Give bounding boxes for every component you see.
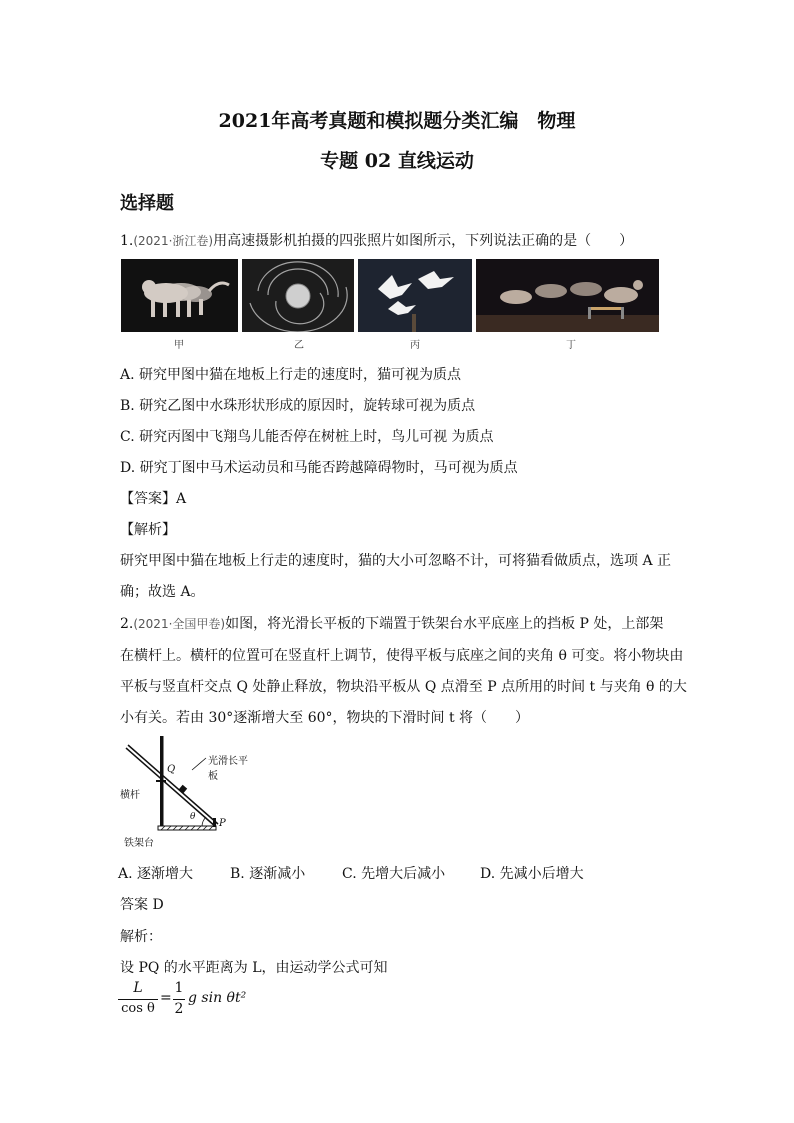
- eq-equals: =: [160, 990, 172, 1006]
- photo-spinning-ball: [242, 259, 354, 332]
- eq-rhs: g sin θt²: [188, 990, 247, 1006]
- label-crossbar: 横杆: [120, 790, 140, 801]
- q1-analysis-label: 【解析】: [120, 522, 176, 538]
- q1-source: (2021·浙江卷): [133, 234, 214, 248]
- label-point-q: Q: [167, 764, 176, 775]
- document-subtitle: 专题 02 直线运动: [320, 150, 474, 172]
- q1-stem-text: 用高速摄影机拍摄的四张照片如图所示，下列说法正确的是（ ）: [213, 233, 634, 249]
- label-theta: θ: [190, 812, 196, 822]
- q1-analysis-line2: 确；故选 A。: [120, 584, 205, 600]
- q1-stem: [120, 230, 633, 250]
- q2-stem-line2: 在横杆上。横杆的位置可在竖直杆上调节，使得平板与底座之间的夹角 θ 可变。将小物块由: [120, 648, 684, 664]
- eq-half-bar: [173, 999, 185, 1000]
- eq-fraction-bar: [118, 999, 158, 1000]
- label-iron-stand: 铁架台: [124, 838, 154, 849]
- eq-numerator: L: [133, 980, 143, 996]
- document-title: 2021年高考真题和模拟题分类汇编 物理: [218, 110, 576, 132]
- q2-stem-line1: [120, 613, 663, 633]
- photo-horse-jump: [476, 259, 659, 332]
- incline-apparatus-figure: [116, 734, 256, 852]
- photo-caption-3: 丙: [410, 340, 420, 351]
- q2-number: 2.: [120, 616, 134, 632]
- photo-caption-1: 甲: [174, 340, 184, 351]
- q1-analysis-line1: 研究甲图中猫在地板上行走的速度时，猫的大小可忽略不计，可将猫看做质点，选项 A 正: [120, 553, 672, 569]
- q2-option-b: B. 逐渐减小: [230, 866, 306, 882]
- q2-analysis-line1: 设 PQ 的水平距离为 L，由运动学公式可知: [120, 960, 388, 976]
- q2-source: (2021·全国甲卷): [133, 617, 226, 631]
- q2-option-c: C. 先增大后减小: [342, 866, 446, 882]
- q1-number: 1.: [120, 233, 134, 249]
- q1-option-d: D. 研究丁图中马术运动员和马能否跨越障碍物时，马可视为质点: [120, 460, 518, 476]
- photo-cat: [121, 259, 238, 332]
- photo-caption-2: 乙: [294, 340, 304, 351]
- q2-answer: 答案 D: [120, 897, 164, 913]
- q1-option-b: B. 研究乙图中水珠形状形成的原因时，旋转球可视为质点: [120, 398, 476, 414]
- q2-stem-line3: 平板与竖直杆交点 Q 处静止释放，物块沿平板从 Q 点滑至 P 点所用的时间 t 与夹角 θ 的大: [120, 679, 687, 695]
- photo-birds: [358, 259, 472, 332]
- q1-option-a: A. 研究甲图中猫在地板上行走的速度时，猫可视为质点: [120, 367, 462, 383]
- q1-answer: 【答案】A: [120, 491, 187, 507]
- q2-option-a: A. 逐渐增大: [118, 866, 194, 882]
- q1-option-c: C. 研究丙图中飞翔鸟儿能否停在树桩上时，鸟儿可视 为质点: [120, 429, 494, 445]
- photo-caption-4: 丁: [566, 340, 576, 351]
- eq-denominator: cos θ: [121, 1001, 155, 1016]
- q2-analysis-label: 解析：: [120, 929, 162, 945]
- q2-stem-text1: 如图，将光滑长平板的下端置于铁架台水平底座上的挡板 P 处，上部架: [225, 616, 664, 632]
- eq-half-num: 1: [174, 980, 184, 996]
- section-heading: 选择题: [120, 193, 174, 214]
- label-point-p: P: [219, 818, 226, 829]
- eq-half-den: 2: [174, 1001, 184, 1017]
- q2-stem-line4: 小有关。若由 30°逐渐增大至 60°，物块的下滑时间 t 将（ ）: [120, 710, 530, 726]
- q2-option-d: D. 先减小后增大: [480, 866, 584, 882]
- label-smooth-board: 光滑长平板: [208, 756, 248, 782]
